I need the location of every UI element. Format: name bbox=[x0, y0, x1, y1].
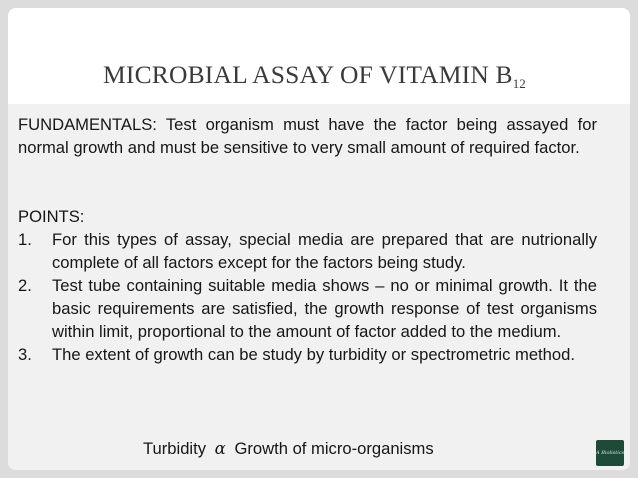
slide-title bbox=[103, 60, 526, 92]
list-item-number: 3. bbox=[18, 345, 32, 364]
points-heading: POINTS: bbox=[18, 207, 85, 226]
brand-logo: A Biolistics bbox=[596, 440, 624, 466]
relation-left: Turbidity bbox=[143, 439, 207, 458]
proportionality-statement bbox=[143, 437, 434, 460]
relation-right: Growth of micro-organisms bbox=[234, 439, 434, 458]
slide-title-subscript: 12 bbox=[512, 76, 526, 91]
list-item-text: The extent of growth can be study by turbidity or spectrometric method. bbox=[52, 345, 575, 364]
title-band bbox=[8, 8, 630, 104]
list-item-text: Test tube containing suitable media shows – no or minimal growth. It the basic requirements are satisfied, the growth response of test organisms within limit, proportional to the amount of factor added to the medium. bbox=[52, 276, 597, 341]
points-list bbox=[18, 228, 597, 366]
list-item-number: 2. bbox=[18, 276, 32, 295]
proportional-symbol: α bbox=[214, 439, 226, 458]
list-item bbox=[18, 274, 597, 343]
list-item-text: For this types of assay, special media are prepared that are nutrionally complete of all factors except for the factors being study. bbox=[52, 230, 597, 272]
list-item bbox=[18, 228, 597, 274]
fundamentals-paragraph: FUNDAMENTALS: Test organism must have the factor being assayed for normal growth and must be sensitive to very small amount of required factor. bbox=[18, 115, 597, 157]
slide-title-main: MICROBIAL ASSAY OF VITAMIN B bbox=[103, 60, 513, 89]
list-item bbox=[18, 343, 597, 366]
list-item-number: 1. bbox=[18, 230, 32, 249]
